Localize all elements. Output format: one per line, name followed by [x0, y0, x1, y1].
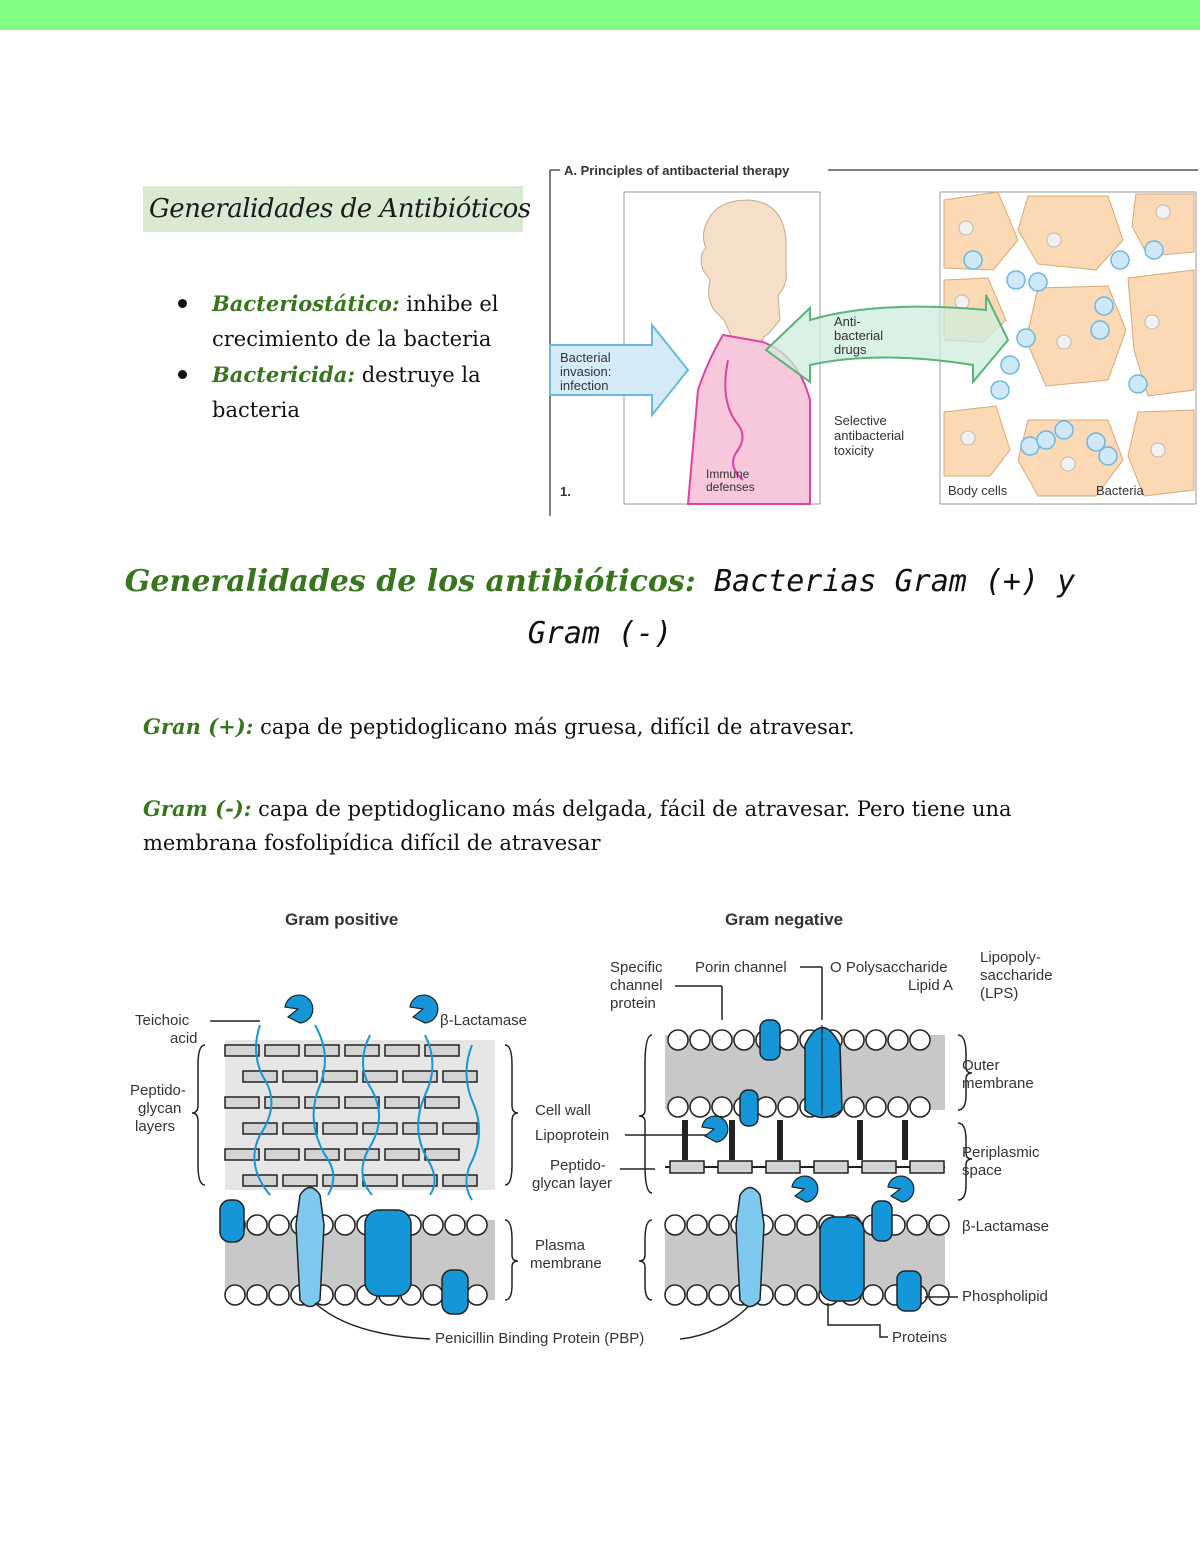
peptidoglycan-unit — [403, 1123, 437, 1134]
term-gram-positive: Gran (+): — [143, 714, 254, 739]
term-gram-negative: Gram (-): — [143, 796, 252, 821]
text-gram-positive: capa de peptidoglicano más gruesa, difícil de atravesar. — [253, 715, 855, 739]
peptidoglycan-unit — [345, 1149, 379, 1160]
svg-text:space: space — [962, 1162, 1003, 1179]
phospholipid-head — [247, 1215, 267, 1235]
svg-text:membrane: membrane — [962, 1075, 1034, 1092]
svg-text:protein: protein — [610, 995, 656, 1012]
term-bactericide: Bactericida: — [212, 362, 356, 387]
peptidoglycan-unit — [385, 1045, 419, 1056]
svg-text:Anti-: Anti- — [834, 314, 861, 329]
phospholipid-head — [734, 1030, 754, 1050]
phospholipid-head — [269, 1285, 289, 1305]
phospholipid-head — [778, 1097, 798, 1117]
peptidoglycan-unit — [766, 1161, 800, 1173]
definition-bactericide: destruye la bacteria — [212, 363, 481, 422]
phospholipid-head — [888, 1030, 908, 1050]
svg-text:O Polysaccharide: O Polysaccharide — [830, 959, 948, 976]
phospholipid-head — [929, 1215, 949, 1235]
peptidoglycan-unit — [243, 1071, 277, 1082]
svg-text:layers: layers — [135, 1118, 176, 1135]
svg-text:Peptido-: Peptido- — [130, 1082, 186, 1099]
figure-antibacterial-principles — [548, 160, 1200, 518]
phospholipid-head — [907, 1215, 927, 1235]
bullet-bacteriostatic — [170, 286, 530, 357]
peptidoglycan-unit — [265, 1149, 299, 1160]
phospholipid-head — [687, 1285, 707, 1305]
svg-text:Outer: Outer — [962, 1057, 1000, 1074]
peptidoglycan-unit — [225, 1045, 259, 1056]
section-title-antibiotics: Generalidades de Antibióticos — [143, 186, 523, 232]
svg-text:Specific: Specific — [610, 959, 663, 976]
peptidoglycan-unit — [323, 1071, 357, 1082]
svg-text:β-Lactamase: β-Lactamase — [440, 1012, 527, 1029]
figure-gram-cell-walls — [110, 895, 1090, 1365]
peptidoglycan-unit — [305, 1097, 339, 1108]
svg-text:β-Lactamase: β-Lactamase — [962, 1218, 1049, 1235]
svg-text:Peptido-: Peptido- — [550, 1157, 606, 1174]
phospholipid-head — [712, 1097, 732, 1117]
svg-text:glycan: glycan — [138, 1100, 182, 1117]
peptidoglycan-unit — [385, 1097, 419, 1108]
text-gram-negative-2: membrana fosfolipídica difícil de atravesar — [143, 831, 601, 855]
peptidoglycan-unit — [243, 1123, 277, 1134]
svg-text:Proteins: Proteins — [892, 1329, 948, 1346]
bullet-bactericide — [170, 357, 530, 428]
phospholipid-head — [866, 1097, 886, 1117]
peptidoglycan-unit — [363, 1175, 397, 1186]
phospholipid-head — [467, 1285, 487, 1305]
svg-text:Cell wall: Cell wall — [535, 1102, 591, 1119]
phospholipid-head — [423, 1215, 443, 1235]
peptidoglycan-unit — [862, 1161, 896, 1173]
phospholipid-head — [225, 1285, 245, 1305]
heading-line1-rest: Bacterias Gram (+) y — [695, 564, 1076, 599]
paragraph-gram-positive — [143, 710, 1073, 744]
heading-green-part: Generalidades de los antibióticos: — [124, 564, 696, 599]
phospholipid-head — [335, 1285, 355, 1305]
peptidoglycan-unit — [323, 1123, 357, 1134]
peptidoglycan-unit — [305, 1045, 339, 1056]
peptidoglycan-unit — [425, 1097, 459, 1108]
phospholipid-head — [775, 1285, 795, 1305]
svg-text:Penicillin Binding Protein (PB: Penicillin Binding Protein (PBP) — [435, 1330, 645, 1347]
phospholipid-head — [712, 1030, 732, 1050]
phospholipid-head — [844, 1097, 864, 1117]
body-cells-label: Body cells — [948, 483, 1008, 498]
heading-line2: Gram (-) — [527, 616, 673, 651]
svg-text:(LPS): (LPS) — [980, 985, 1019, 1002]
svg-text:saccharide: saccharide — [980, 967, 1053, 984]
svg-text:Bacterial: Bacterial — [560, 350, 611, 365]
definition-bacteriostatic: inhibe el crecimiento de la bacteria — [212, 292, 499, 351]
svg-text:glycan layer: glycan layer — [532, 1175, 613, 1192]
phospholipid-head — [910, 1030, 930, 1050]
term-bacteriostatic: Bacteriostático: — [212, 291, 400, 316]
peptidoglycan-unit — [363, 1071, 397, 1082]
gram-positive-peptidoglycan — [225, 1025, 495, 1200]
phospholipid-head — [668, 1030, 688, 1050]
svg-text:defenses: defenses — [706, 480, 755, 494]
svg-text:Immune: Immune — [706, 467, 750, 481]
phospholipid-head — [445, 1215, 465, 1235]
peptidoglycan-unit — [718, 1161, 752, 1173]
peptidoglycan-unit — [403, 1175, 437, 1186]
panel-number: 1. — [560, 484, 571, 499]
phospholipid-head — [863, 1285, 883, 1305]
svg-text:acid: acid — [170, 1030, 198, 1047]
bullet-dot — [178, 370, 187, 379]
svg-text:invasion:: invasion: — [560, 364, 612, 379]
phospholipid-head — [690, 1030, 710, 1050]
bacteria-label: Bacteria — [1096, 483, 1144, 498]
peptidoglycan-unit — [283, 1123, 317, 1134]
svg-text:Periplasmic: Periplasmic — [962, 1144, 1040, 1161]
phospholipid-head — [775, 1215, 795, 1235]
phospholipid-head — [844, 1030, 864, 1050]
svg-text:Lipoprotein: Lipoprotein — [535, 1127, 610, 1144]
peptidoglycan-unit — [910, 1161, 944, 1173]
phospholipid-head — [866, 1030, 886, 1050]
peptidoglycan-unit — [363, 1123, 397, 1134]
svg-text:Lipopoly-: Lipopoly- — [980, 949, 1041, 966]
svg-text:Porin channel: Porin channel — [695, 959, 787, 976]
selective-toxicity-label — [834, 413, 904, 458]
svg-text:bacterial: bacterial — [834, 328, 884, 343]
svg-text:drugs: drugs — [834, 342, 867, 357]
svg-text:Phospholipid: Phospholipid — [962, 1288, 1048, 1305]
svg-text:toxicity: toxicity — [834, 443, 874, 458]
peptidoglycan-unit — [670, 1161, 704, 1173]
title-gram-positive: Gram positive — [285, 910, 399, 929]
peptidoglycan-unit — [443, 1123, 477, 1134]
peptidoglycan-unit — [265, 1045, 299, 1056]
phospholipid-head — [668, 1097, 688, 1117]
phospholipid-head — [269, 1215, 289, 1235]
peptidoglycan-unit — [283, 1071, 317, 1082]
bullet-dot — [178, 299, 187, 308]
peptidoglycan-unit — [345, 1045, 379, 1056]
svg-text:membrane: membrane — [530, 1255, 602, 1272]
svg-text:Teichoic: Teichoic — [135, 1012, 190, 1029]
phospholipid-head — [778, 1030, 798, 1050]
svg-text:Selective: Selective — [834, 413, 887, 428]
phospholipid-head — [709, 1285, 729, 1305]
paragraph-gram-negative — [143, 792, 1073, 860]
phospholipid-head — [756, 1097, 776, 1117]
svg-text:antibacterial: antibacterial — [834, 428, 905, 443]
phospholipid-head — [797, 1285, 817, 1305]
phospholipid-head — [247, 1285, 267, 1305]
phospholipid-head — [423, 1285, 443, 1305]
phospholipid-head — [335, 1215, 355, 1235]
peptidoglycan-unit — [814, 1161, 848, 1173]
peptidoglycan-unit — [265, 1097, 299, 1108]
phospholipid-head — [709, 1215, 729, 1235]
phospholipid-head — [797, 1215, 817, 1235]
peptidoglycan-unit — [385, 1149, 419, 1160]
peptidoglycan-unit — [425, 1149, 459, 1160]
phospholipid-head — [665, 1215, 685, 1235]
text-gram-negative-1: capa de peptidoglicano más delgada, fácil de atravesar. Pero tiene una — [251, 797, 1012, 821]
section-heading-gram — [80, 556, 1120, 660]
peptidoglycan-unit — [323, 1175, 357, 1186]
phospholipid-head — [467, 1215, 487, 1235]
phospholipid-head — [665, 1285, 685, 1305]
svg-text:Plasma: Plasma — [535, 1237, 586, 1254]
peptidoglycan-unit — [443, 1175, 477, 1186]
peptidoglycan-unit — [225, 1097, 259, 1108]
phospholipid-head — [690, 1097, 710, 1117]
bullet-list — [170, 286, 530, 428]
title-gram-negative: Gram negative — [725, 910, 844, 929]
phospholipid-head — [888, 1097, 908, 1117]
peptidoglycan-unit — [283, 1175, 317, 1186]
phospholipid-head — [687, 1215, 707, 1235]
peptidoglycan-unit — [443, 1071, 477, 1082]
phospholipid-head — [910, 1097, 930, 1117]
svg-text:Lipid A: Lipid A — [908, 977, 954, 994]
immune-defenses-label — [706, 467, 755, 494]
phospholipid-head — [929, 1285, 949, 1305]
svg-text:infection: infection — [560, 378, 609, 393]
peptidoglycan-unit — [345, 1097, 379, 1108]
top-color-bar — [0, 0, 1200, 30]
svg-text:channel: channel — [610, 977, 663, 994]
figure1-header: A. Principles of antibacterial therapy — [564, 163, 790, 178]
